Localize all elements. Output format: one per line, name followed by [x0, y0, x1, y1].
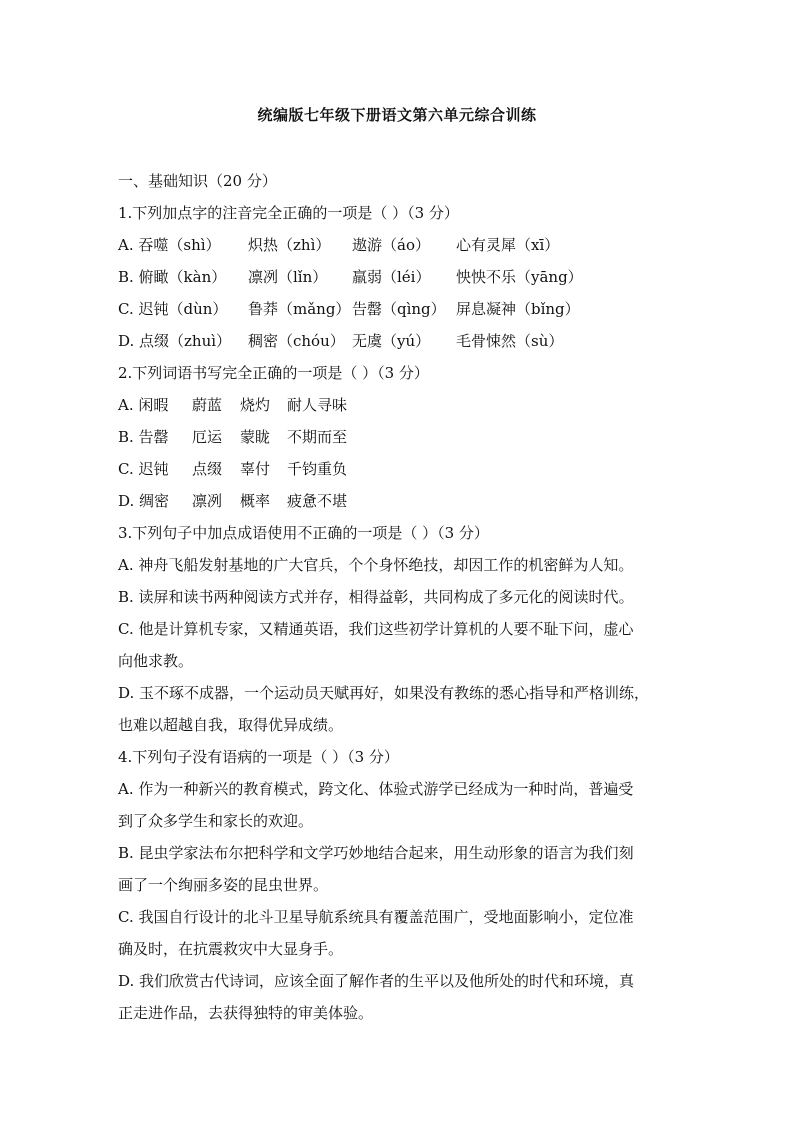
q2-option-a-word3: 烧灼: [240, 396, 271, 414]
q2-option-b-word3: 蒙眬: [240, 428, 271, 446]
q1-option-d-item2: 稠密（chóu）: [248, 332, 345, 350]
q3-option-a: A. 神舟飞船发射基地的广大官兵，个个身怀绝技，却因工作的机密鲜为人知。: [118, 556, 634, 574]
q1-option-c-item2: 鲁莽（mǎng）: [248, 300, 351, 318]
q3-option-c: C. 他是计算机专家，又精通英语，我们这些初学计算机的人要不耻下问，虚心: [118, 620, 634, 638]
q2-option-d-word1: D. 绸密: [118, 492, 170, 510]
document-title: 统编版七年级下册语文第六单元综合训练: [257, 106, 537, 124]
q4-option-c: C. 我国自行设计的北斗卫星导航系统具有覆盖范围广，受地面影响小，定位准: [118, 908, 634, 926]
q1-option-a-item4: 心有灵犀（xī）: [456, 236, 560, 254]
q1-option-d-item3: 无虞（yú）: [352, 332, 431, 350]
q3-option-c-continued: 向他求教。: [118, 652, 194, 670]
q2-option-d-word2: 凛冽: [192, 492, 223, 510]
section-heading: 一、基础知识（20 分）: [118, 172, 277, 190]
q2-option-b-word1: B. 告罄: [118, 428, 169, 446]
q2-option-d-word3: 概率: [240, 492, 271, 510]
q1-option-a-item1: A. 吞噬（shì）: [118, 236, 221, 254]
q1-option-b-item2: 凛冽（lǐn）: [248, 268, 328, 286]
q2-option-a-word4: 耐人寻味: [287, 396, 348, 414]
q4-option-d: D. 我们欣赏古代诗词，应该全面了解作者的生平以及他所处的时代和环境，真: [118, 972, 635, 990]
q1-option-c-item1: C. 迟钝（dùn）: [118, 300, 228, 318]
q2-option-a-word1: A. 闲暇: [118, 396, 169, 414]
q2-option-c-word4: 千钧重负: [287, 460, 348, 478]
q2-option-b-word2: 厄运: [192, 428, 223, 446]
q4-option-b: B. 昆虫学家法布尔把科学和文学巧妙地结合起来，用生动形象的语言为我们刻: [118, 844, 634, 862]
q4-option-a: A. 作为一种新兴的教育模式，跨文化、体验式游学已经成为一种时尚，普遍受: [118, 780, 634, 798]
q3-option-b: B. 读屏和读书两种阅读方式并存，相得益彰，共同构成了多元化的阅读时代。: [118, 588, 634, 606]
q1-option-a-item3: 遨游（áo）: [352, 236, 430, 254]
q2-option-c-word1: C. 迟钝: [118, 460, 169, 478]
question-1-stem: 1.下列加点字的注音完全正确的一项是（ ）（3 分）: [118, 204, 459, 222]
q4-option-a-continued: 到了众多学生和家长的欢迎。: [118, 812, 314, 830]
q1-option-b-item3: 羸弱（léi）: [352, 268, 431, 286]
q4-option-d-continued: 正走进作品，去获得独特的审美体验。: [118, 1004, 374, 1022]
q1-option-c-item4: 屏息凝神（bǐng）: [456, 300, 580, 318]
q3-option-d: D. 玉不琢不成器，一个运动员天赋再好，如果没有教练的悉心指导和严格训练，: [118, 684, 650, 702]
q2-option-c-word2: 点缀: [192, 460, 223, 478]
q2-option-c-word3: 辜付: [240, 460, 271, 478]
q1-option-d-item1: D. 点缀（zhuì）: [118, 332, 232, 350]
question-2-stem: 2.下列词语书写完全正确的一项是（ ）（3 分）: [118, 364, 429, 382]
question-4-stem: 4.下列句子没有语病的一项是（ ）（3 分）: [118, 748, 399, 766]
question-3-stem: 3.下列句子中加点成语使用不正确的一项是（ ）（3 分）: [118, 524, 489, 542]
q1-option-a-item2: 炽热（zhì）: [248, 236, 331, 254]
q2-option-a-word2: 蔚蓝: [192, 396, 223, 414]
q4-option-c-continued: 确及时，在抗震救灾中大显身手。: [118, 940, 344, 958]
q1-option-d-item4: 毛骨悚然（sù）: [456, 332, 564, 350]
q4-option-b-continued: 画了一个绚丽多姿的昆虫世界。: [118, 876, 329, 894]
q2-option-d-word4: 疲惫不堪: [287, 492, 348, 510]
q1-option-b-item4: 怏怏不乐（yāng）: [456, 268, 583, 286]
q3-option-d-continued: 也难以超越自我，取得优异成绩。: [118, 716, 344, 734]
q1-option-c-item3: 告罄（qìng）: [352, 300, 446, 318]
q2-option-b-word4: 不期而至: [287, 428, 348, 446]
q1-option-b-item1: B. 俯瞰（kàn）: [118, 268, 227, 286]
